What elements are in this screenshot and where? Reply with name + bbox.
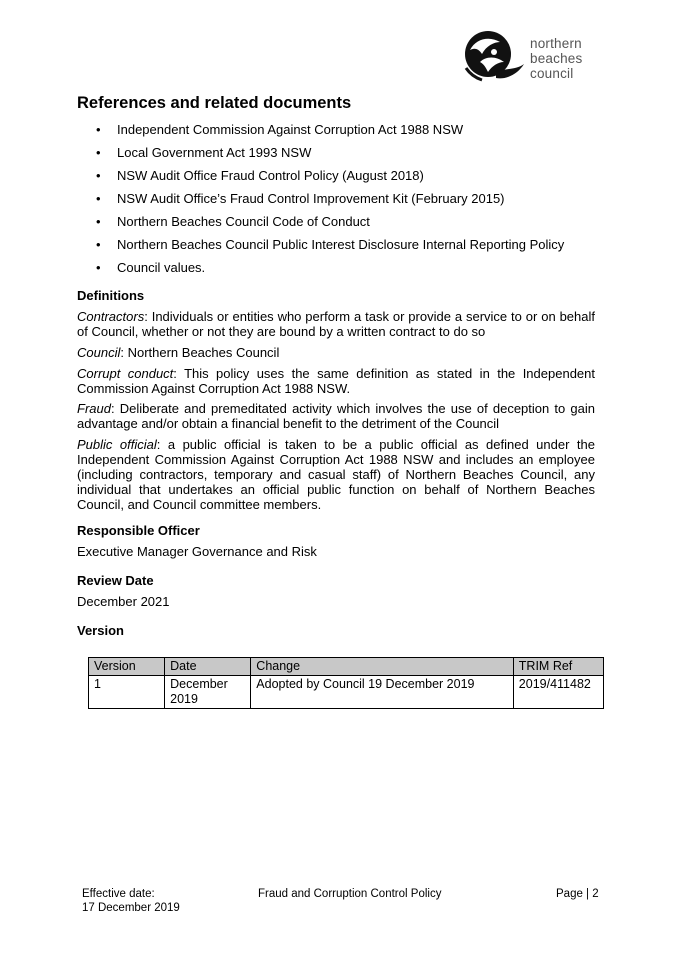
review-date-heading: Review Date	[77, 573, 154, 588]
definition-text: : Individuals or entities who perform a task or provide a service to or on behalf of Council, whether or not they are bound by a written contract to do so	[77, 309, 595, 339]
table-row	[89, 676, 604, 709]
council-logo	[460, 28, 595, 90]
responsible-officer-value: Executive Manager Governance and Risk	[77, 544, 317, 559]
council-logo-mark-icon	[460, 28, 526, 88]
reference-item: • Local Government Act 1993 NSW	[77, 141, 597, 164]
cell-change: Adopted by Council 19 December 2019	[251, 676, 514, 709]
definition-term: Contractors	[77, 309, 145, 324]
definition-text: : Deliberate and premeditated activity which involves the use of deception to gain advantage and/or obtain a financial benefit to the detriment of the Council	[77, 401, 595, 431]
definitions-heading: Definitions	[77, 288, 145, 303]
definition-term: Council	[77, 345, 121, 360]
footer-effective-label: Effective date:	[82, 888, 155, 900]
footer-document-title: Fraud and Corruption Control Policy	[258, 888, 442, 900]
definition-council	[77, 345, 595, 360]
column-header-date: Date	[165, 658, 251, 676]
column-header-change: Change	[251, 658, 514, 676]
definition-term: Corrupt conduct	[77, 366, 174, 381]
column-header-version: Version	[89, 658, 165, 676]
responsible-officer-heading: Responsible Officer	[77, 523, 200, 538]
references-heading: References and related documents	[77, 94, 352, 112]
definition-corrupt-conduct	[77, 366, 595, 396]
reference-item: • Council values.	[77, 256, 597, 279]
definition-fraud	[77, 401, 595, 431]
cell-version: 1	[89, 676, 165, 709]
logo-line-1: northern	[530, 36, 582, 51]
version-table	[88, 657, 604, 709]
definition-public-official	[77, 437, 595, 512]
review-date-value: December 2021	[77, 594, 170, 609]
cell-date: December 2019	[165, 676, 251, 709]
definition-text: : a public official is taken to be a public official as defined under the Independent Commission Against Corruption Act 1988 NSW and includes an employee (including contractors, temporary and casual staff) of Northern Beaches Council, any individual that undertakes an official public function on behalf of Northern Beaches Council, and Council committee members.	[77, 437, 595, 512]
reference-item: • Northern Beaches Council Code of Conduct	[77, 210, 597, 233]
council-logo-text	[530, 36, 582, 81]
definition-text: : Northern Beaches Council	[120, 345, 280, 360]
reference-item: • Independent Commission Against Corruption Act 1988 NSW	[77, 118, 597, 141]
definition-term: Fraud	[77, 401, 111, 416]
footer-effective-value: 17 December 2019	[82, 902, 180, 914]
footer-effective-date	[82, 887, 180, 915]
version-heading: Version	[77, 623, 124, 638]
definition-term: Public official	[77, 437, 157, 452]
reference-item: • NSW Audit Office’s Fraud Control Improvement Kit (February 2015)	[77, 187, 597, 210]
definition-text: : This policy uses the same definition as stated in the Independent Commission Against Corruption Act 1988 NSW.	[77, 366, 595, 396]
version-table-header-row	[89, 658, 604, 676]
reference-item: • Northern Beaches Council Public Interest Disclosure Internal Reporting Policy	[77, 233, 597, 256]
column-header-trim-ref: TRIM Ref	[513, 658, 603, 676]
logo-line-2: beaches	[530, 51, 583, 66]
reference-item: • NSW Audit Office Fraud Control Policy (August 2018)	[77, 164, 597, 187]
cell-trim-ref: 2019/411482	[513, 676, 603, 709]
logo-line-3: council	[530, 66, 574, 81]
definition-contractors	[77, 309, 595, 339]
references-list	[77, 118, 597, 279]
footer-page-number: Page | 2	[556, 888, 599, 900]
